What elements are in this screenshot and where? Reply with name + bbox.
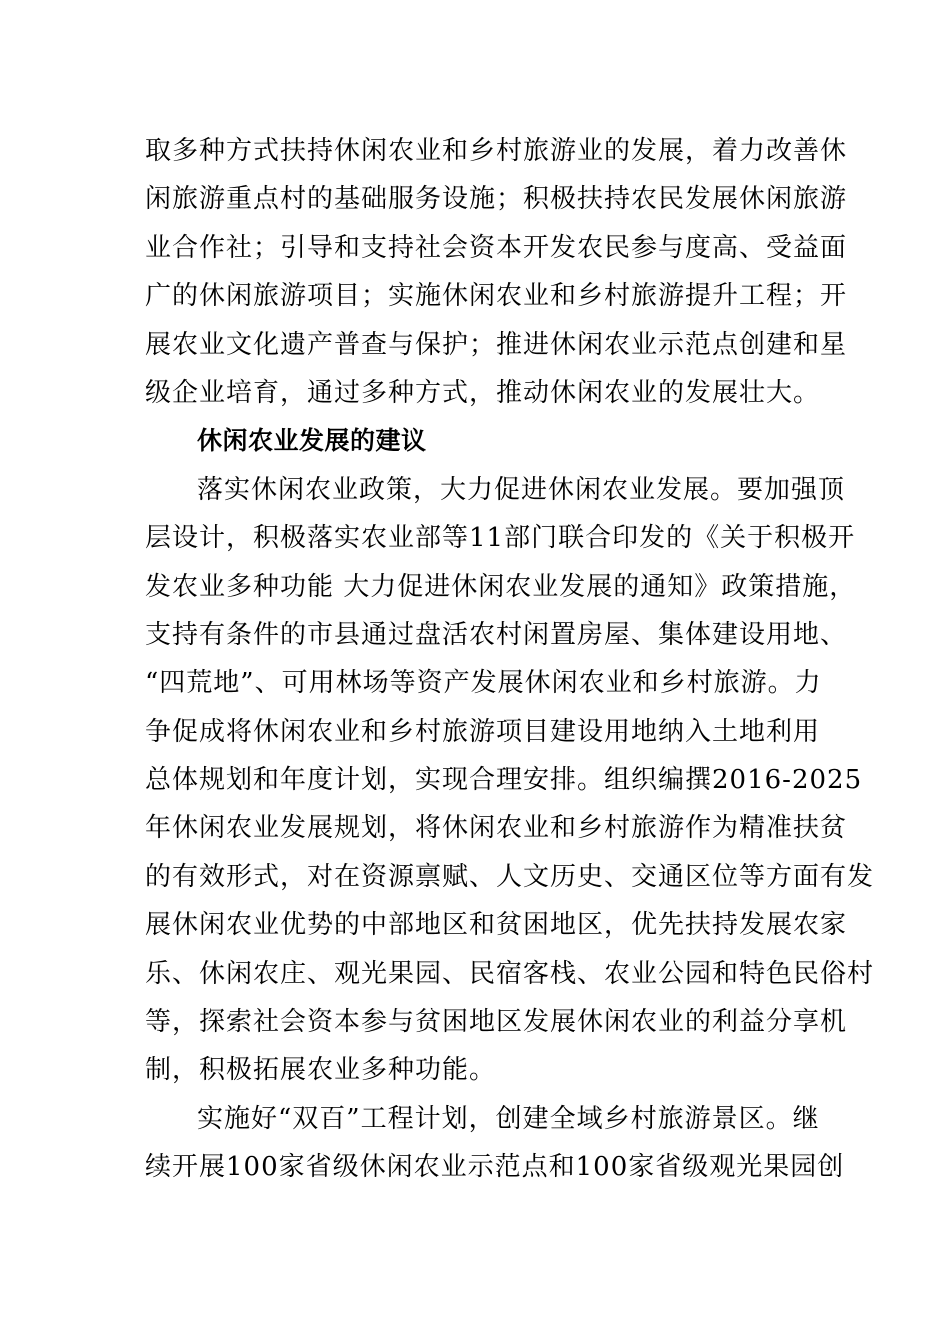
- paragraph-line: 的有效形式，对在资源禀赋、人文历史、交通区位等方面有发: [145, 861, 875, 892]
- paragraph-2: [145, 466, 875, 1095]
- paragraph-line: 续开展100家省级休闲农业示范点和100家省级观光果园创: [145, 1152, 845, 1183]
- paragraph-line: 支持有条件的市县通过盘活农村闲置房屋、集体建设用地、: [145, 619, 848, 650]
- paragraph-line: 展农业文化遗产普查与保护；推进休闲农业示范点创建和星: [145, 329, 848, 360]
- paragraph-line: 等，探索社会资本参与贫困地区发展休闲农业的利益分享机: [145, 1007, 848, 1038]
- paragraph-line: 取多种方式扶持休闲农业和乡村旅游业的发展，着力改善休: [145, 136, 848, 166]
- paragraph-line: 争促成将休闲农业和乡村旅游项目建设用地纳入土地利用: [145, 716, 821, 747]
- paragraph-line: 年休闲农业发展规划，将休闲农业和乡村旅游作为精准扶贫: [145, 813, 848, 844]
- paragraph-line: 业合作社；引导和支持社会资本开发农民参与度高、受益面: [145, 232, 848, 263]
- section-heading: 休闲农业发展的建议: [197, 426, 427, 456]
- document-body: [145, 127, 875, 1192]
- paragraph-line: 闲旅游重点村的基础服务设施；积极扶持农民发展休闲旅游: [145, 184, 848, 215]
- paragraph-line: 层设计，积极落实农业部等11部门联合印发的《关于积极开: [145, 523, 856, 554]
- paragraph-line: 级企业培育，通过多种方式，推动休闲农业的发展壮大。: [145, 377, 821, 408]
- paragraph-3: [145, 1095, 845, 1192]
- paragraph-line: 实施好“双百”工程计划，创建全域乡村旅游景区。继: [197, 1103, 820, 1134]
- paragraph-line: 乐、休闲农庄、观光果园、民宿客栈、农业公园和特色民俗村: [145, 958, 875, 989]
- paragraph-1: [145, 127, 848, 417]
- paragraph-line: 落实休闲农业政策，大力促进休闲农业发展。要加强顶: [197, 474, 846, 505]
- paragraph-line: 展休闲农业优势的中部地区和贫困地区，优先扶持发展农家: [145, 910, 848, 941]
- paragraph-line: 广的休闲旅游项目；实施休闲农业和乡村旅游提升工程；开: [145, 281, 848, 312]
- paragraph-line: 制，积极拓展农业多种功能。: [145, 1055, 497, 1086]
- paragraph-line: 发农业多种功能 大力促进休闲农业发展的通知》政策措施，: [145, 571, 857, 602]
- paragraph-line: “四荒地”、可用林场等资产发展休闲农业和乡村旅游。力: [145, 668, 822, 699]
- paragraph-line: 总体规划和年度计划，实现合理安排。组织编撰2016-2025: [145, 765, 863, 796]
